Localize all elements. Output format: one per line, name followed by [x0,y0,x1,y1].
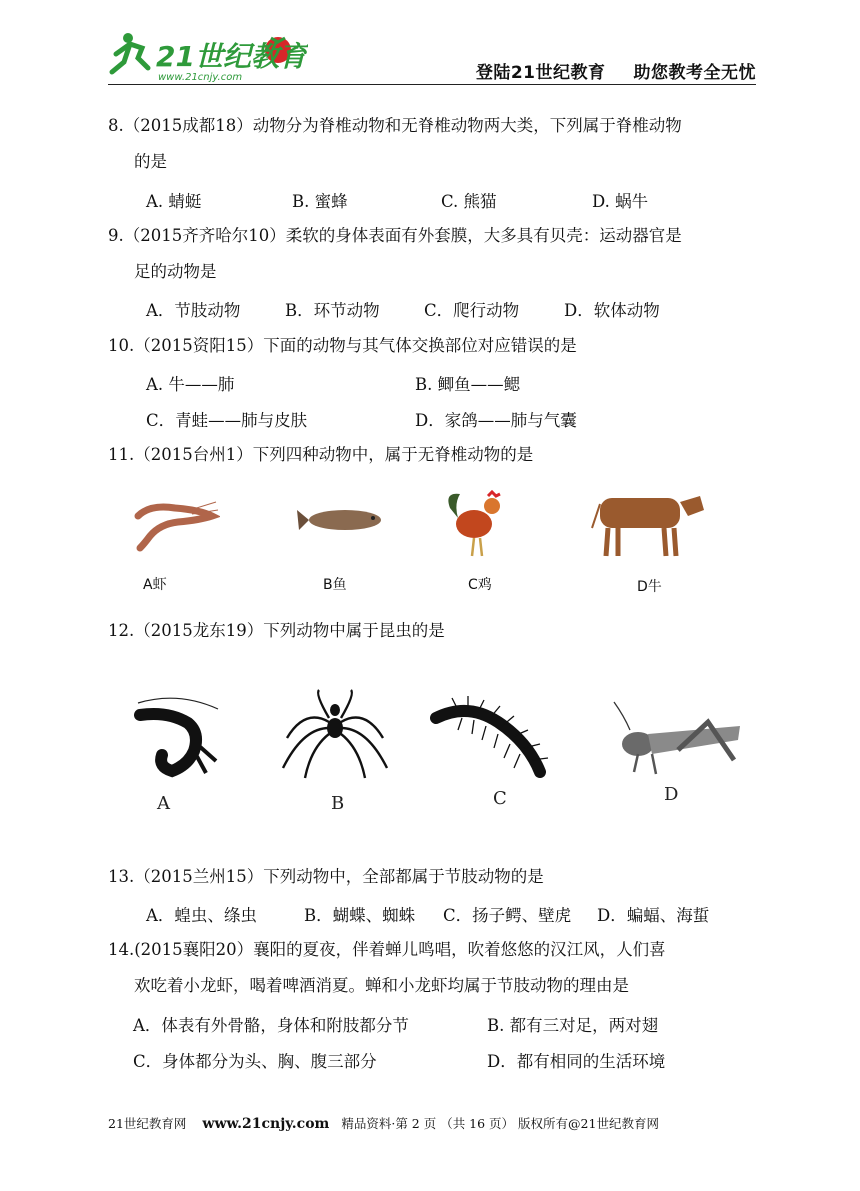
question-text: 14.(2015襄阳20）襄阳的夏夜，伴着蝉儿鸣唱，吹着悠悠的汉江风，人们喜 [108,940,666,959]
option-a: A. 蜻蜓 [146,192,202,211]
option-b: B．环节动物 [285,301,380,320]
question-9 [108,224,682,284]
option-a: A. 牛——肺 [146,375,235,394]
picture-label-d: D [664,784,679,805]
option-c: C．爬行动物 [424,301,520,320]
page-header [108,28,756,85]
option-d: D．家鸽——肺与气囊 [415,411,577,430]
question-11 [108,443,533,467]
page-footer [108,1114,659,1132]
picture-label-a: A虾 [143,577,167,593]
option-b: B．蝴蝶、蜘蛛 [304,906,416,925]
question-text: 8.（2015成都18）动物分为脊椎动物和无脊椎动物两大类，下列属于脊椎动物 [108,116,682,135]
header-slogan [476,58,756,83]
logo-text: 21世纪教育 [156,40,307,73]
question-text: 9.（2015齐齐哈尔10）柔软的身体表面有外套膜，大多具有贝壳：运动器官是 [108,226,682,245]
option-c: C. 熊猫 [441,192,497,211]
option-a: A．节肢动物 [146,301,241,320]
option-d: D. 蜗牛 [592,192,649,211]
option-d: D．都有相同的生活环境 [487,1052,666,1071]
question-text-cont: 足的动物是 [134,262,217,281]
question-14 [108,938,666,998]
question-text-cont: 的是 [134,152,167,171]
grasshopper-image [608,696,748,778]
question-8 [108,114,682,174]
site-logo [108,28,308,82]
option-c: C．扬子鳄、壁虎 [443,906,572,925]
question-12 [108,619,445,643]
slogan-left: 登陆21世纪教育 [475,63,606,83]
question-text: 12.（2015龙东19）下列动物中属于昆虫的是 [108,621,445,640]
slogan-right: 助您教考全无忧 [633,63,756,83]
spider-image [275,688,395,780]
footer-site-link[interactable]: www.21cnjy.com [202,1116,330,1132]
picture-label-c: C [493,788,507,809]
option-d: D．软体动物 [564,301,660,320]
question-text: 11.（2015台州1）下列四种动物中，属于无脊椎动物的是 [108,445,534,464]
option-c: C．青蛙——肺与皮肤 [146,411,308,430]
footer-info: 精品资料·第 2 页 （共 16 页） 版权所有@21世纪教育网 [341,1116,659,1131]
fish-image [295,500,395,540]
rooster-image [440,488,520,562]
shrimp-drawing-image [128,695,228,779]
option-b: B. 蜜蜂 [292,192,348,211]
shrimp-image [130,496,220,556]
footer-org: 21世纪教育网 [108,1116,187,1131]
option-a: A．蝗虫、绦虫 [146,906,257,925]
question-text: 13.（2015兰州15）下列动物中，全部都属于节肢动物的是 [108,867,544,886]
option-b: B. 都有三对足，两对翅 [487,1016,659,1035]
logo-url: www.21cnjy.com [158,72,243,82]
picture-label-b: B鱼 [323,577,347,593]
picture-label-d: D牛 [637,579,662,595]
centipede-image [428,692,556,778]
cow-image [588,488,708,560]
option-c: C．身体都分为头、胸、腹三部分 [133,1052,377,1071]
option-b: B. 鲫鱼——鳃 [415,375,521,394]
question-10 [108,334,577,358]
option-d: D．蝙蝠、海蜇 [597,906,710,925]
question-13 [108,865,544,889]
picture-label-c: C鸡 [468,577,492,593]
picture-label-b: B [331,793,345,814]
question-text: 10.（2015资阳15）下面的动物与其气体交换部位对应错误的是 [108,336,577,355]
option-a: A．体表有外骨骼，身体和附肢都分节 [133,1016,409,1035]
question-text-cont: 欢吃着小龙虾，喝着啤酒消夏。蝉和小龙虾均属于节肢动物的理由是 [134,976,629,995]
picture-label-a: A [157,793,170,814]
